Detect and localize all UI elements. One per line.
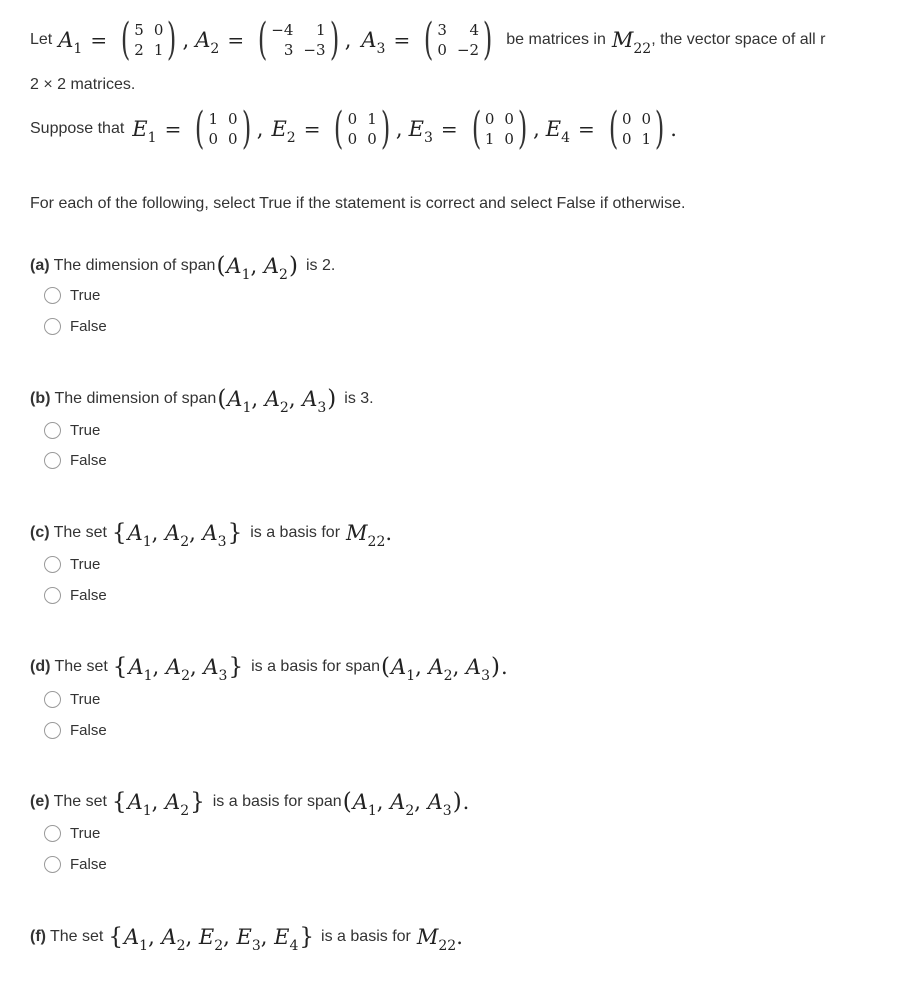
- question-b: (b) The dimension of span ( $A_1$ , $A_2$ , $A_3$ ) is 3.: [30, 386, 374, 416]
- question-d: (d) The set { $A_1$ , $A_2$ , $A_3$ } is a basis for span ( $A_1$ , $A_2$ , $A_3$ ) .: [30, 654, 508, 684]
- option-a-true[interactable]: True: [44, 287, 100, 304]
- option-e-false[interactable]: False: [44, 856, 107, 873]
- question-f: (f) The set { $A_1$ , $A_2$ , $E_2$ , $E_3$ , $E_4$ } is a basis for $M_{22}$ .: [30, 924, 463, 954]
- option-b-true[interactable]: True: [44, 422, 100, 439]
- intro-tail: be matrices in: [506, 31, 606, 48]
- option-e-true[interactable]: True: [44, 825, 100, 842]
- radio-button[interactable]: [44, 856, 61, 873]
- radio-button[interactable]: [44, 587, 61, 604]
- radio-button[interactable]: [44, 452, 61, 469]
- a3-symbol: $A_3$: [361, 28, 386, 57]
- e1-symbol: $E_1$: [132, 117, 157, 146]
- instruction-text: For each of the following, select True if the statement is correct and select False if otherwise.: [30, 195, 686, 212]
- option-c-true[interactable]: True: [44, 556, 100, 573]
- a2-symbol: $A_2$: [195, 28, 220, 57]
- m22-symbol: $M_{22}$: [611, 28, 652, 57]
- intro-line: Let $A_1$ = ( 5 0 2 1 ) , $A_2$ = ( −4 1 3 −3 ) , $A_3$ = ( 3 4 0 −2 ) be matrices in $M_{22}$ , the vector space of all r: [30, 14, 826, 65]
- option-b-false[interactable]: False: [44, 452, 107, 469]
- e3-symbol: $E_3$: [408, 117, 433, 146]
- radio-button[interactable]: [44, 422, 61, 439]
- intro-tail-2: , the vector space of all r: [651, 31, 826, 48]
- matrix-a2: ( −4 1 3 −3 ): [257, 14, 339, 65]
- option-d-false[interactable]: False: [44, 722, 107, 739]
- suppose-line: Suppose that $E_1$ = ( 1 0 0 0 ) , $E_2$ = ( 0 1 0 0 ) , $E_3$ = ( 0 0 1 0 ) , $E_4$ = ( 0 0 0 1 ) .: [30, 103, 677, 154]
- suppose-label: Suppose that: [30, 120, 125, 137]
- intro-line-2: 2 × 2 matrices.: [30, 76, 136, 93]
- matrix-e2: ( 0 1 0 0 ): [334, 103, 391, 154]
- matrix-e4: ( 0 0 0 1 ): [608, 103, 665, 154]
- question-c: (c) The set { $A_1$ , $A_2$ , $A_3$ } is a basis for $M_{22}$ .: [30, 520, 393, 550]
- radio-button[interactable]: [44, 287, 61, 304]
- a1-symbol: $A_1$: [58, 28, 83, 57]
- matrix-e3: ( 0 0 1 0 ): [471, 103, 528, 154]
- option-d-true[interactable]: True: [44, 691, 100, 708]
- radio-button[interactable]: [44, 318, 61, 335]
- matrix-e1: ( 1 0 0 0 ): [195, 103, 251, 154]
- e2-symbol: $E_2$: [271, 117, 296, 146]
- question-a: (a) The dimension of span ( $A_1$ , $A_2$ ) is 2.: [30, 253, 336, 283]
- matrix-a3: ( 3 4 0 −2 ): [424, 14, 493, 65]
- let-label: Let: [30, 31, 53, 48]
- radio-button[interactable]: [44, 825, 61, 842]
- question-e: (e) The set { $A_1$ , $A_2$ } is a basis for span ( $A_1$ , $A_2$ , $A_3$ ) .: [30, 789, 470, 819]
- radio-button[interactable]: [44, 691, 61, 708]
- e4-symbol: $E_4$: [545, 117, 571, 146]
- radio-button[interactable]: [44, 556, 61, 573]
- matrix-a1: ( 5 0 2 1 ): [120, 14, 177, 65]
- option-c-false[interactable]: False: [44, 587, 107, 604]
- radio-button[interactable]: [44, 722, 61, 739]
- option-a-false[interactable]: False: [44, 318, 107, 335]
